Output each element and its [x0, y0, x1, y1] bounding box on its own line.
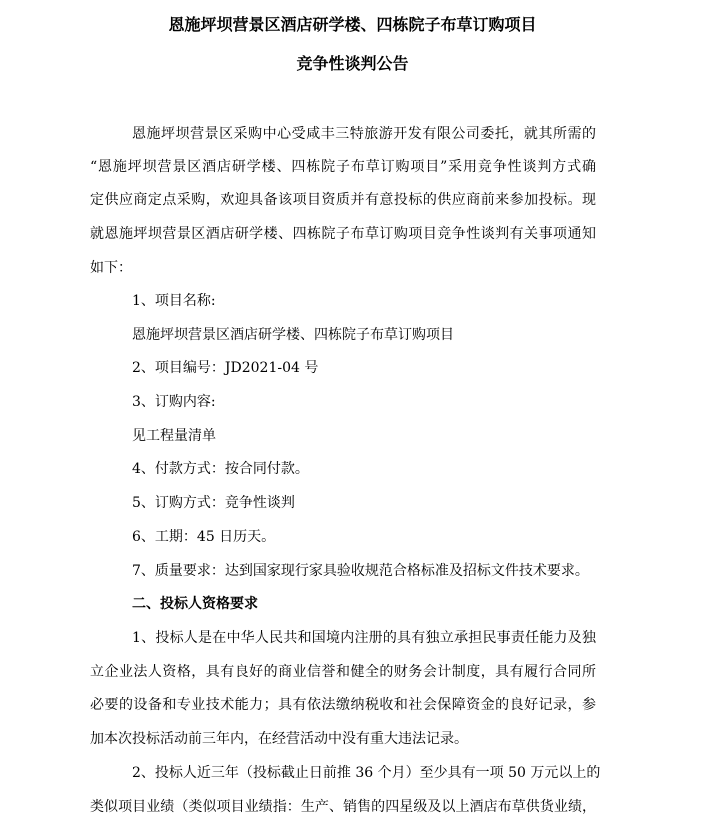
item-name-label: 1、项目名称:: [132, 293, 216, 309]
section-2-para-1-line-4: 加本次投标活动前三年内，在经营活动中没有重大违法记录。: [90, 731, 468, 747]
section-2-para-1-line-2: 立企业法人资格，具有良好的商业信誉和健全的财务会计制度，具有履行合同所: [90, 664, 596, 680]
document-subtitle: 竞争性谈判公告: [296, 54, 409, 73]
section-2-para-2-line-2: 类似项目业绩（类似项目业绩指：生产、销售的四星级及以上酒店布草供货业绩，: [90, 799, 596, 815]
item-quality: 7、质量要求：达到国家现行家具验收规范合格标准及招标文件技术要求。: [132, 563, 589, 579]
item-name-value: 恩施坪坝营景区酒店研学楼、四栋院子布草订购项目: [132, 327, 454, 343]
item-method: 5、订购方式：竞争性谈判: [132, 495, 295, 511]
intro-line-3: 定供应商定点采购，欢迎具备该项目资质并有意投标的供应商前来参加投标。现: [90, 192, 596, 208]
section-2-para-1-line-1: 1、投标人是在中华人民共和国境内注册的具有独立承担民事责任能力及独: [132, 630, 596, 646]
intro-line-4: 就恩施坪坝营景区酒店研学楼、四栋院子布草订购项目竞争性谈判有关事项通知: [90, 226, 596, 242]
item-content-value: 见工程量清单: [132, 428, 216, 444]
item-period: 6、工期：45 日历天。: [132, 529, 276, 545]
section-2-heading: 二、投标人资格要求: [132, 596, 258, 612]
document-title: 恩施坪坝营景区酒店研学楼、四栋院子布草订购项目: [168, 15, 537, 34]
intro-line-1: 恩施坪坝营景区采购中心受咸丰三特旅游开发有限公司委托，就其所需的: [132, 126, 596, 142]
intro-line-2: “恩施坪坝营景区酒店研学楼、四栋院子布草订购项目”采用竞争性谈判方式确: [90, 159, 596, 175]
item-payment: 4、付款方式：按合同付款。: [132, 461, 309, 477]
section-2-para-1-line-3: 必要的设备和专业技术能力；具有依法缴纳税收和社会保障资金的良好记录，参: [90, 697, 596, 713]
section-2-para-2-line-1: 2、投标人近三年（投标截止日前推 36 个月）至少具有一项 50 万元以上的: [132, 765, 601, 781]
item-content-label: 3、订购内容:: [132, 394, 216, 410]
intro-line-5: 如下：: [90, 260, 132, 276]
item-number: 2、项目编号：JD2021-04 号: [132, 360, 319, 376]
